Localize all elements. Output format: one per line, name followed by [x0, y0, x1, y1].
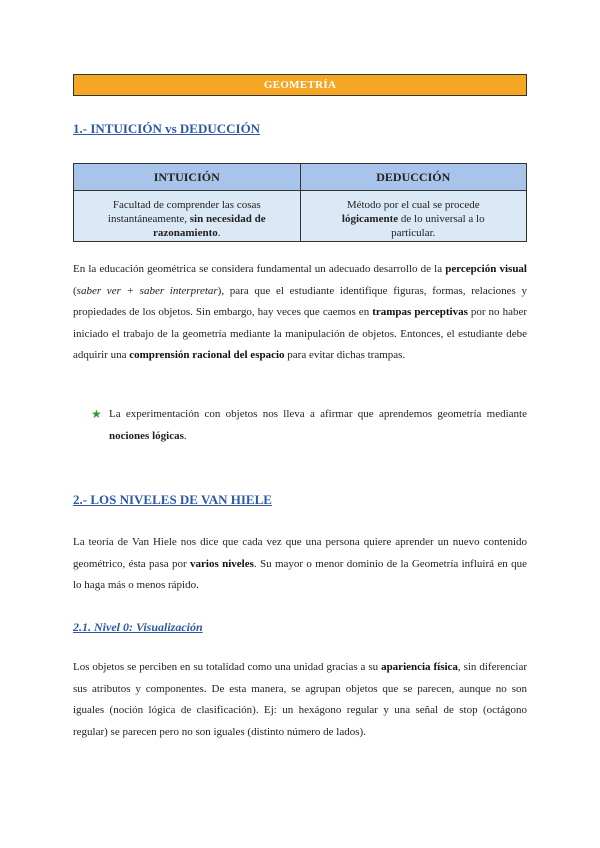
- subsection-2-1-paragraph: Los objetos se perciben en su totalidad como una unidad gracias a su apariencia física, sin diferenciar sus atributos y componentes. De esta manera, se agrupan objetos que se parecen, aunque no son iguales (noción lógica de clasificación). Ej: un hexágono regular y una señal de stop (octágono regular) se parecen pero no son iguales (distinto número de lados).: [73, 661, 527, 738]
- table-header-row: [74, 164, 527, 191]
- star-icon: ★: [91, 407, 102, 421]
- comparison-table: [73, 163, 527, 242]
- section-2-paragraph: La teoría de Van Hiele nos dice que cada vez que una persona quiere aprender un nuevo contenido geométrico, ésta pasa por varios niveles. Su mayor o menor dominio de la Geometría influirá en que lo haga más o menos rápido.: [73, 536, 527, 591]
- table-cell-deduccion: Método por el cual se procede lógicamente de lo universal a lo particular.: [300, 191, 527, 242]
- section-2-heading: 2.- LOS NIVELES DE VAN HIELE: [73, 492, 272, 507]
- document-page: [73, 74, 527, 738]
- section-1-paragraph: En la educación geométrica se considera fundamental un adecuado desarrollo de la percepción visual (saber ver + saber interpretar), para que el estudiante identifique figuras, formas, relaciones y propiedades de los objetos. Sin embargo, hay veces que caemos en trampas perceptivas por no haber iniciado el trabajo de la geometría mediante la manipulación de objetos. Entonces, el estudiante debe adquirir una comprensión racional del espacio para evitar dichas trampas.: [73, 263, 527, 361]
- table-row: [74, 191, 527, 242]
- table-cell-intuicion: Facultad de comprender las cosas instantáneamente, sin necesidad de razonamiento.: [74, 191, 301, 242]
- table-header-intuicion: INTUICIÓN: [74, 164, 301, 191]
- bullet-item: ★ La experimentación con objetos nos lleva a afirmar que aprendemos geometría mediante nociones lógicas.: [91, 404, 527, 447]
- table-header-deduccion: DEDUCCIÓN: [300, 164, 527, 191]
- document-title: GEOMETRÍA: [73, 74, 527, 96]
- subsection-2-1-heading: 2.1. Nivel 0: Visualización: [73, 620, 203, 634]
- section-1-heading: 1.- INTUICIÓN vs DEDUCCIÓN: [73, 121, 261, 136]
